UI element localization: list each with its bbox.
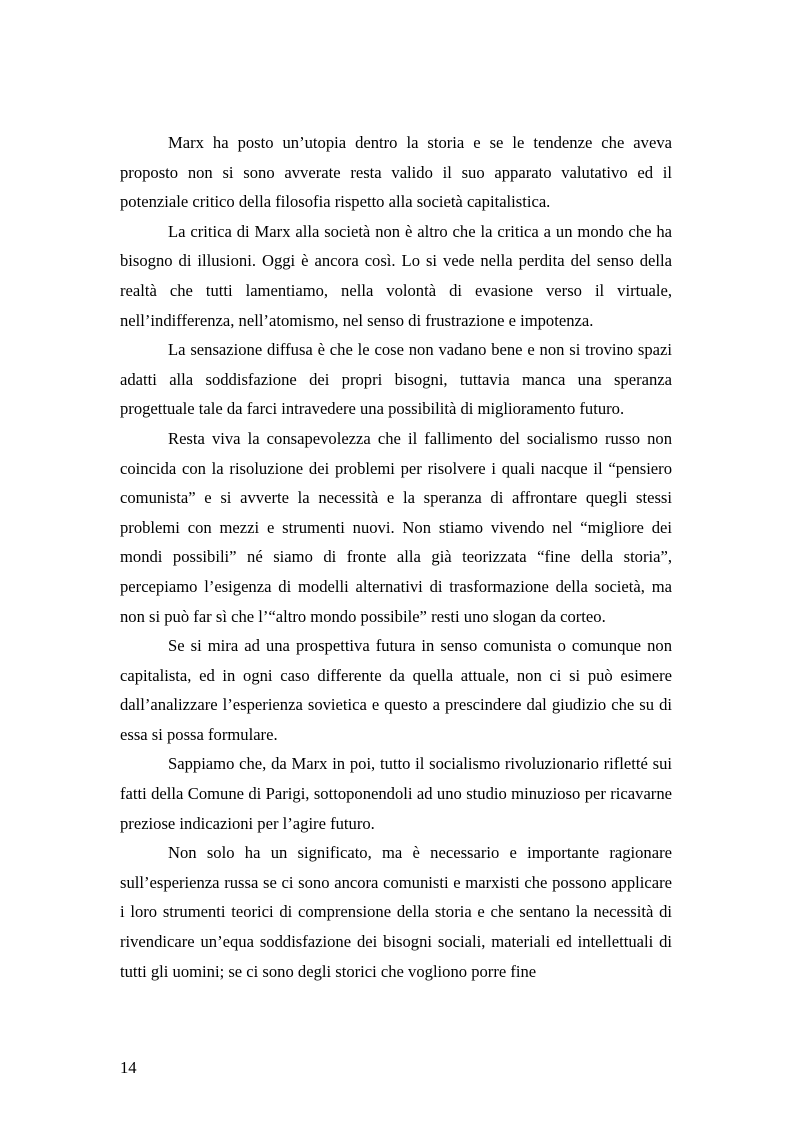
paragraph: La critica di Marx alla società non è altro che la critica a un mondo che ha bisogno di illusioni. Oggi è ancora così. Lo si vede nella perdita del senso della realtà che tutti lamentiamo, nella volontà di evasione verso il virtuale, nell’indifferenza, nell’atomismo, nel senso di frustrazione e impotenza. [120,221,672,330]
paragraph: Se si mira ad una prospettiva futura in senso comunista o comunque non capitalista, ed in ogni caso differente da quella attuale, non ci si può esimere dall’analizzare l’esperienza sovietica e questo a prescindere dal giudizio che su di essa si possa formulare. [120,636,672,744]
paragraph: La sensazione diffusa è che le cose non vadano bene e non si trovino spazi adatti alla soddisfazione dei propri bisogni, tuttavia manca una speranza progettuale tale da farci intravedere una possibilità di miglioramento futuro. [120,340,672,419]
paragraph: Resta viva la consapevolezza che il fallimento del socialismo russo non coincida con la risoluzione dei problemi per risolvere i quali nacque il “pensiero comunista” e si avverte la necessità e la speranza di affrontare quegli stessi problemi con mezzi e strumenti nuovi. Non stiamo vivendo nel “migliore dei mondi possibili” né siamo di fronte alla già teorizzata “fine della storia”, percepiamo l’esigenza di modelli alternativi di trasformazione della società, ma non si può far sì che l’“altro mondo possibile” resti uno slogan da corteo. [120,428,672,626]
paragraph: Non solo ha un significato, ma è necessario e importante ragionare sull’esperienza russa se ci sono ancora comunisti e marxisti che possono applicare i loro strumenti teorici di comprensione della storia e che sentano la necessità di rivendicare un’equa soddisfazione dei bisogni sociali, materiali ed intellettuali di tutti gli uomini; se ci sono degli storici che vogliono porre fine [120,843,672,981]
page-number: 14 [120,1058,137,1077]
paragraph: Sappiamo che, da Marx in poi, tutto il socialismo rivoluzionario rifletté sui fatti della Comune di Parigi, sottoponendoli ad uno studio minuzioso per ricavarne preziose indicazioni per l’agire futuro. [120,754,672,833]
body-text [120,128,672,986]
paragraph: Marx ha posto un’utopia dentro la storia e se le tendenze che aveva proposto non si sono avverate resta valido il suo apparato valutativo ed il potenziale critico della filosofia rispetto alla società capitalistica. [120,133,672,212]
